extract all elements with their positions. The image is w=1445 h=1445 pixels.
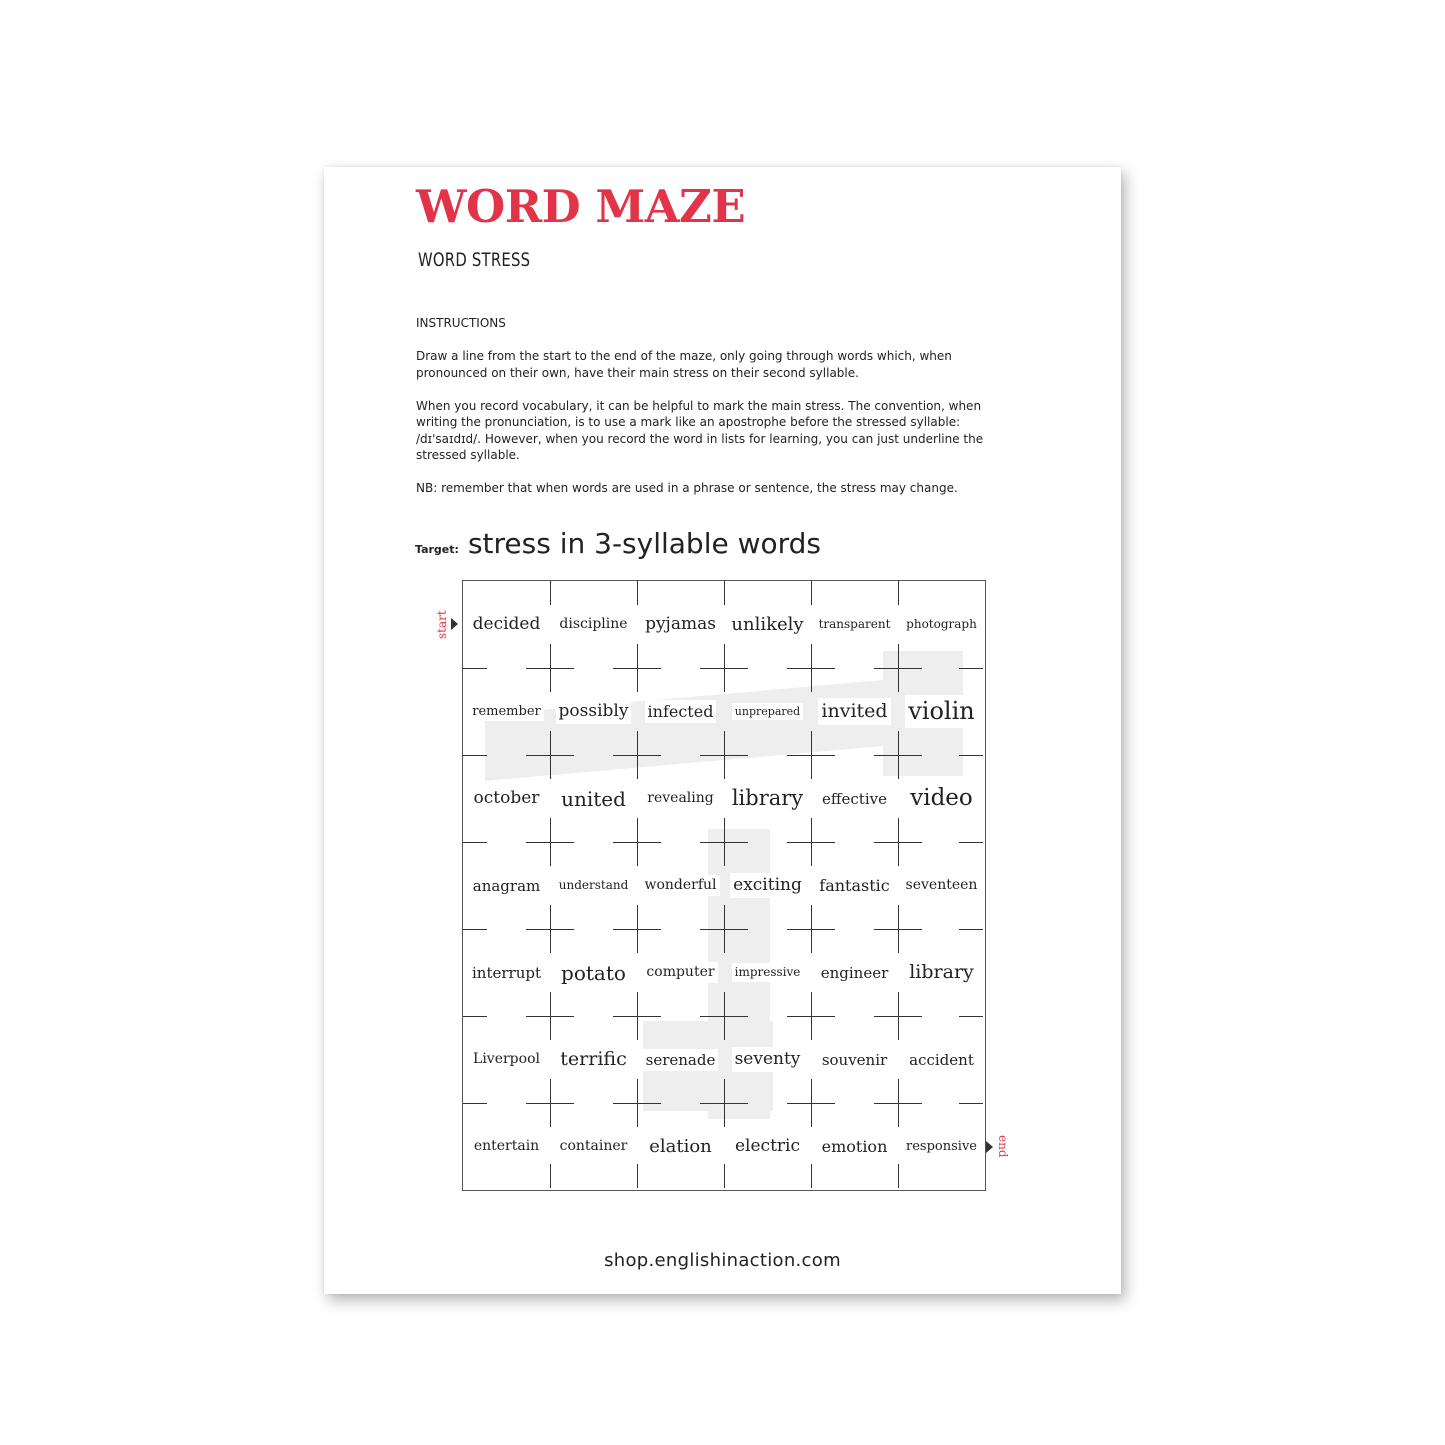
maze-cell[interactable] xyxy=(811,581,898,668)
maze-cell[interactable] xyxy=(811,1016,898,1103)
maze-word: violin xyxy=(905,695,978,728)
maze-word: remember xyxy=(469,702,544,722)
maze-cell[interactable] xyxy=(463,755,550,842)
maze-word: entertain xyxy=(471,1136,542,1157)
maze-word: infected xyxy=(645,700,717,723)
target-text: stress in 3-syllable words xyxy=(467,527,822,560)
maze-word: united xyxy=(558,785,629,813)
maze-cell[interactable] xyxy=(463,668,550,755)
maze-word: container xyxy=(557,1136,631,1157)
maze-word: serenade xyxy=(643,1049,719,1071)
footer-url: shop.englishinaction.com xyxy=(604,1250,841,1271)
maze-cell[interactable] xyxy=(463,842,550,929)
maze-cell[interactable] xyxy=(463,1016,550,1103)
maze-cell[interactable] xyxy=(637,581,724,668)
maze-cell[interactable] xyxy=(550,755,637,842)
maze-cell[interactable] xyxy=(898,668,985,755)
maze-word: seventeen xyxy=(903,875,981,896)
maze-cell[interactable] xyxy=(637,1016,724,1103)
instructions-paragraph-2: When you record vocabulary, it can be helpful to mark the main stress. The convention, when writing the pronunciation, is to use a mark like an apostrophe before the stressed syllable: /dɪ'saɪdɪd/. However, when you record the word in lists for learning, you can just underline the stressed syllable. xyxy=(416,398,984,462)
maze-word: electric xyxy=(732,1134,803,1158)
maze-cell[interactable] xyxy=(550,929,637,1016)
maze-word: video xyxy=(907,783,976,815)
start-arrow-icon xyxy=(451,618,458,630)
page-title: WORD MAZE xyxy=(416,180,746,233)
maze-word: unlikely xyxy=(728,612,806,638)
maze-word: impressive xyxy=(732,963,804,981)
maze-cell[interactable] xyxy=(550,581,637,668)
maze-cell[interactable] xyxy=(898,755,985,842)
maze-cell[interactable] xyxy=(637,842,724,929)
maze-word: terrific xyxy=(557,1046,629,1073)
maze-word: possibly xyxy=(556,699,632,723)
maze-cell[interactable] xyxy=(724,755,811,842)
maze-cell[interactable] xyxy=(724,1016,811,1103)
maze-cell[interactable] xyxy=(550,842,637,929)
maze-word: exciting xyxy=(730,873,805,897)
maze-word: wonderful xyxy=(641,875,719,896)
maze-cell[interactable] xyxy=(550,668,637,755)
maze-word: interrupt xyxy=(469,962,544,984)
maze-cell[interactable] xyxy=(463,929,550,1016)
maze-cell[interactable] xyxy=(724,1103,811,1190)
maze-word: Liverpool xyxy=(470,1049,543,1070)
instructions-block xyxy=(416,315,1026,513)
maze-cell[interactable] xyxy=(637,929,724,1016)
maze-cell[interactable] xyxy=(898,1103,985,1190)
maze-word: pyjamas xyxy=(642,612,719,636)
maze-cell[interactable] xyxy=(463,1103,550,1190)
instructions-heading: INSTRUCTIONS xyxy=(416,316,506,330)
worksheet-page xyxy=(324,167,1121,1294)
maze-cell[interactable] xyxy=(550,1103,637,1190)
maze-word: library xyxy=(729,784,806,813)
maze-word: engineer xyxy=(818,962,892,984)
maze-cell[interactable] xyxy=(724,581,811,668)
start-label: start xyxy=(435,610,449,639)
maze-word: revealing xyxy=(644,788,716,809)
instructions-note: NB: remember that when words are used in a phrase or sentence, the stress may change. xyxy=(416,481,958,495)
maze-word: anagram xyxy=(470,875,544,897)
maze-word: souvenir xyxy=(819,1049,890,1071)
maze-cell[interactable] xyxy=(637,668,724,755)
maze-cell[interactable] xyxy=(637,1103,724,1190)
maze-cell[interactable] xyxy=(637,755,724,842)
maze-cell[interactable] xyxy=(724,929,811,1016)
word-maze-grid xyxy=(462,580,986,1191)
maze-word: potato xyxy=(558,959,629,987)
maze-word: effective xyxy=(819,788,890,810)
maze-cell[interactable] xyxy=(898,581,985,668)
maze-word: computer xyxy=(643,962,717,983)
maze-cell[interactable] xyxy=(898,842,985,929)
target-row xyxy=(415,527,821,567)
maze-cell[interactable] xyxy=(724,842,811,929)
maze-cell[interactable] xyxy=(811,668,898,755)
maze-word: october xyxy=(471,786,543,810)
page-subtitle: WORD STRESS xyxy=(418,249,531,271)
instructions-paragraph-1: Draw a line from the start to the end of the maze, only going through words which, when pronounced on their own, have their main stress on their second syllable. xyxy=(416,349,952,380)
maze-word: library xyxy=(906,959,977,986)
maze-word: transparent xyxy=(816,615,894,633)
maze-word: accident xyxy=(906,1049,977,1071)
maze-word: unprepared xyxy=(732,703,803,720)
maze-cell[interactable] xyxy=(463,581,550,668)
maze-word: seventy xyxy=(732,1047,804,1071)
maze-cell[interactable] xyxy=(811,755,898,842)
maze-cell[interactable] xyxy=(898,929,985,1016)
maze-cell[interactable] xyxy=(811,842,898,929)
maze-word: fantastic xyxy=(816,874,892,897)
maze-word: discipline xyxy=(556,614,630,635)
end-arrow-icon xyxy=(986,1141,993,1153)
maze-word: decided xyxy=(470,612,544,636)
maze-word: understand xyxy=(556,876,632,894)
maze-word: photograph xyxy=(903,615,980,633)
maze-word: emotion xyxy=(819,1135,891,1158)
maze-cell[interactable] xyxy=(811,929,898,1016)
maze-word: elation xyxy=(646,1134,715,1160)
target-label: Target: xyxy=(415,543,459,556)
maze-word: invited xyxy=(818,698,890,725)
maze-word: responsive xyxy=(903,1137,980,1157)
end-label: end xyxy=(996,1135,1010,1158)
maze-cell[interactable] xyxy=(550,1016,637,1103)
maze-cell[interactable] xyxy=(898,1016,985,1103)
maze-cell[interactable] xyxy=(724,668,811,755)
maze-cell[interactable] xyxy=(811,1103,898,1190)
